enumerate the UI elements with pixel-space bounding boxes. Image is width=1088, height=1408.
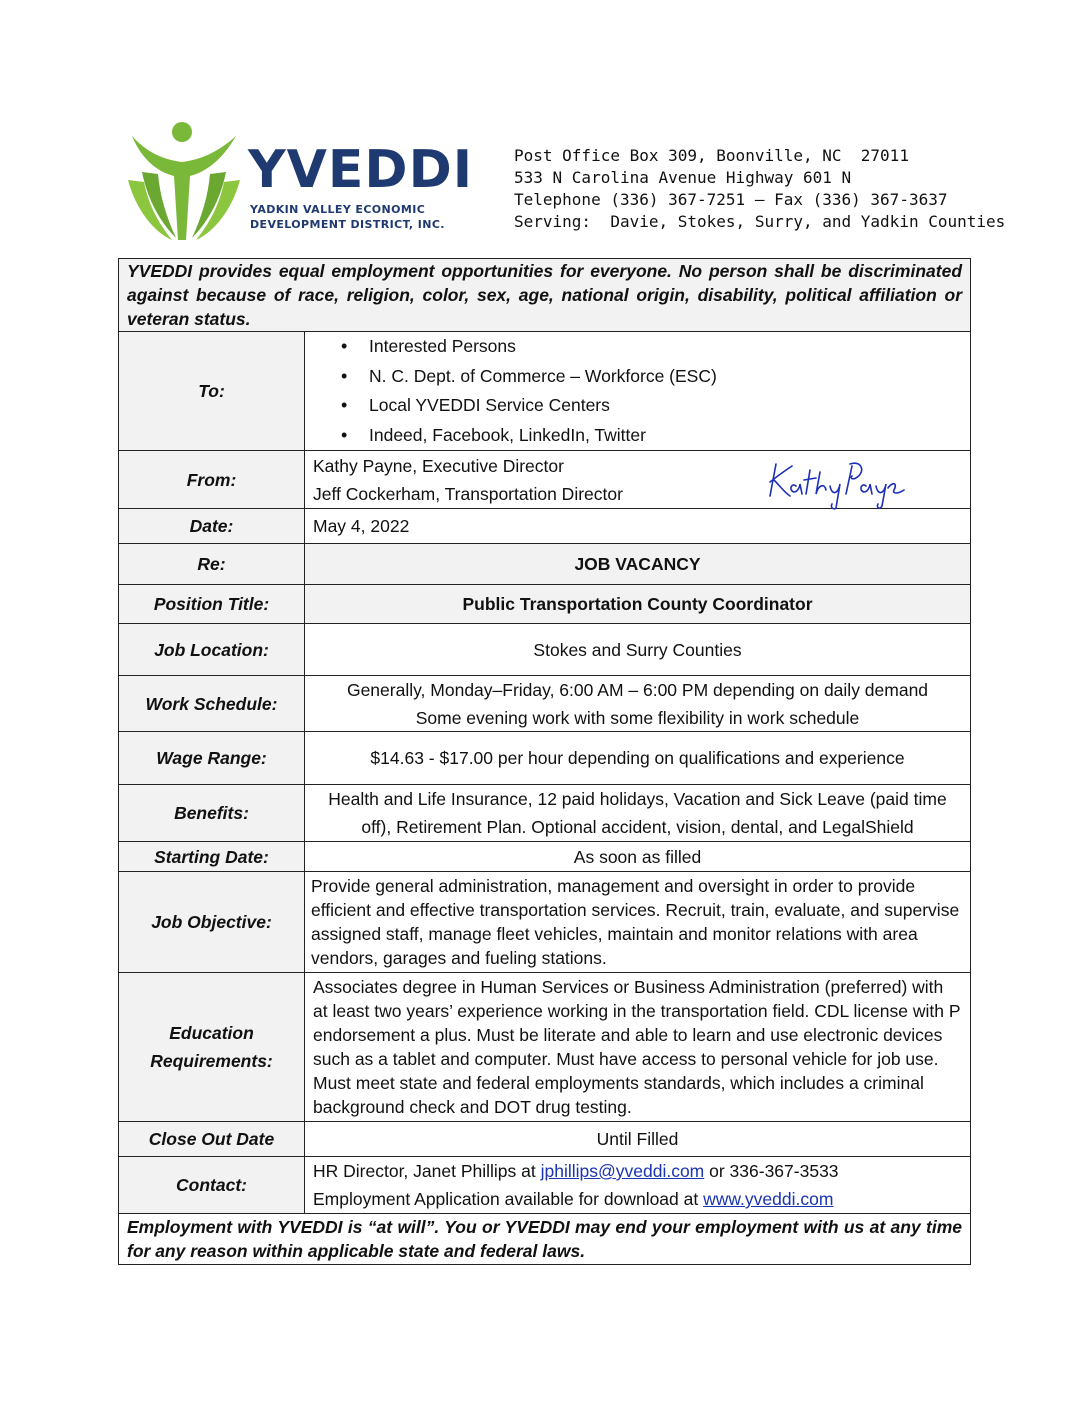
at-will-row [119, 1214, 971, 1265]
from-value [305, 451, 971, 509]
re-row [119, 544, 971, 585]
logo-subtitle-line1: YADKIN VALLEY ECONOMIC [250, 203, 426, 216]
contact-value [305, 1157, 971, 1214]
closeout-row [119, 1122, 971, 1157]
objective-label: Job Objective: [119, 872, 305, 973]
position-row [119, 585, 971, 624]
recipients-list [305, 332, 970, 450]
benefits-line-1: Health and Life Insurance, 12 paid holidays, Vacation and Sick Leave (paid time [328, 789, 947, 809]
wage-label: Wage Range: [119, 732, 305, 785]
benefits-label: Benefits: [119, 785, 305, 842]
schedule-value [305, 676, 971, 732]
position-title: Public Transportation County Coordinator [305, 585, 971, 624]
eeo-row [119, 259, 971, 332]
email-link[interactable]: jphillips@yveddi.com [540, 1161, 705, 1181]
contact-row [119, 1157, 971, 1214]
service-area-line: Serving: Davie, Stokes, Surry, and Yadkin Counties [514, 212, 1006, 231]
to-label: To: [119, 332, 305, 451]
date-value: May 4, 2022 [305, 509, 971, 544]
from-name-1: Kathy Payne, Executive Director [313, 455, 564, 476]
contact-hr-text: HR Director, Janet Phillips at [313, 1161, 541, 1181]
website-link[interactable]: www.yveddi.com [703, 1189, 834, 1209]
recipient-item: • Indeed, Facebook, LinkedIn, Twitter [327, 421, 970, 451]
schedule-label: Work Schedule: [119, 676, 305, 732]
education-value: Associates degree in Human Services or Business Administration (preferred) with at least two years’ experience working in the transportation field. CDL license with P endorsement a plus. Must be literate and able to learn and use electronic devices such as a tablet and computer. Must have access to personal vehicle for job use. Must meet state and federal employments standards, which includes a criminal background check and DOT drug testing. [305, 973, 971, 1122]
starting-row [119, 842, 971, 872]
benefits-row [119, 785, 971, 842]
education-label-line1: Education [169, 1023, 254, 1043]
closeout-value: Until Filled [305, 1122, 971, 1157]
education-label-line2: Requirements: [150, 1051, 273, 1071]
starting-label: Starting Date: [119, 842, 305, 872]
to-value [305, 332, 971, 451]
contact-line-1 [313, 1159, 962, 1183]
yveddi-logo [126, 120, 474, 244]
from-label: From: [119, 451, 305, 509]
from-name-2: Jeff Cockerham, Transportation Director [313, 483, 623, 504]
recipient-item: • Interested Persons [327, 332, 970, 362]
address-line: Post Office Box 309, Boonville, NC 27011 [514, 146, 909, 165]
wage-value: $14.63 - $17.00 per hour depending on qualifications and experience [305, 732, 971, 785]
signature-icon [766, 456, 906, 512]
benefits-line-2: off), Retirement Plan. Optional accident, vision, dental, and LegalShield [361, 817, 914, 837]
date-row [119, 509, 971, 544]
benefits-value [305, 785, 971, 842]
eeo-statement: YVEDDI provides equal employment opportunities for everyone. No person shall be discriminated against because of race, religion, color, sex, age, national origin, disability, political affiliation or veteran status. [119, 259, 971, 332]
contact-label: Contact: [119, 1157, 305, 1214]
re-value: JOB VACANCY [305, 544, 971, 585]
application-text: Employment Application available for download at [313, 1189, 704, 1209]
schedule-row [119, 676, 971, 732]
contact-line-2 [313, 1187, 962, 1211]
position-label: Position Title: [119, 585, 305, 624]
contact-phone-text: or 336-367-3533 [704, 1161, 839, 1181]
recipient-item: • N. C. Dept. of Commerce – Workforce (ESC) [327, 362, 970, 392]
location-value: Stokes and Surry Counties [305, 624, 971, 676]
wage-row [119, 732, 971, 785]
logo-figure-icon [126, 120, 244, 244]
address-block [514, 145, 1005, 233]
date-label: Date: [119, 509, 305, 544]
logo-subtitle-line2: DEVELOPMENT DISTRICT, INC. [250, 218, 445, 231]
job-posting-table [118, 258, 971, 1265]
logo-wordmark: YVEDDI [248, 140, 474, 200]
schedule-line-2: Some evening work with some flexibility in work schedule [415, 707, 860, 728]
objective-row [119, 872, 971, 973]
from-row [119, 451, 971, 509]
education-row [119, 973, 971, 1122]
starting-value: As soon as filled [305, 842, 971, 872]
location-label: Job Location: [119, 624, 305, 676]
location-row [119, 624, 971, 676]
to-row [119, 332, 971, 451]
objective-value: Provide general administration, management and oversight in order to provide efficient and effective transportation services. Recruit, train, evaluate, and supervise assigned staff, manage fleet vehicles, maintain and monitor relations with area vendors, garages and fueling stations. [305, 872, 971, 973]
education-label [119, 973, 305, 1122]
address-line: 533 N Carolina Avenue Highway 601 N [514, 168, 852, 187]
phone-fax-line: Telephone (336) 367-7251 – Fax (336) 367-3637 [514, 190, 948, 209]
closeout-label: Close Out Date [119, 1122, 305, 1157]
at-will-statement: Employment with YVEDDI is “at will”. You or YVEDDI may end your employment with us at any time for any reason within applicable state and federal laws. [119, 1214, 971, 1265]
recipient-item: • Local YVEDDI Service Centers [327, 391, 970, 421]
re-label: Re: [119, 544, 305, 585]
schedule-line-1: Generally, Monday–Friday, 6:00 AM – 6:00 PM depending on daily demand [346, 679, 929, 700]
